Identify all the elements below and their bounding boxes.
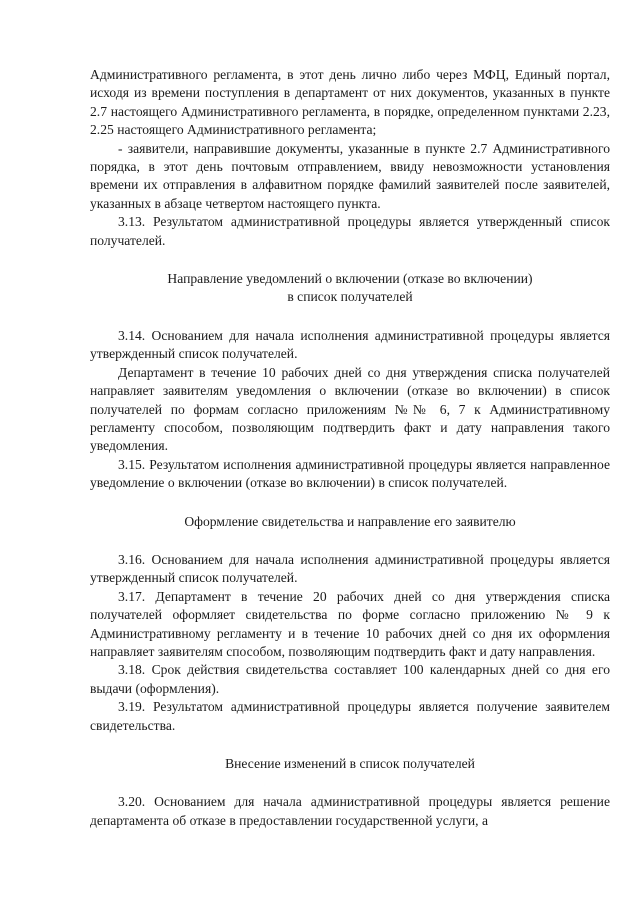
paragraph-3-13: 3.13. Результатом административной процедуры является утвержденный список получателей. xyxy=(90,214,610,248)
section-heading-notifications xyxy=(90,270,610,307)
section-heading-line: Направление уведомлений о включении (отказе во включении) xyxy=(167,271,533,287)
document-page xyxy=(90,66,610,830)
paragraph-3-15: 3.15. Результатом исполнения административной процедуры является направленное уведомление о включении (отказе во включении) в список получателей. xyxy=(90,456,610,491)
paragraph-continuation: Административного регламента, в этот день лично либо через МФЦ, Единый портал, исходя из времени поступления в департамент от них документов, указанных в пункте 2.7 настоящего Административного регламента, в порядке, определенном пунктами 2.23, 2.25 настоящего Административного регламента; xyxy=(90,67,610,138)
paragraph-3-18: 3.18. Срок действия свидетельства составляет 100 календарных дней со дня его выдачи (оформления). xyxy=(90,662,610,696)
paragraph-3-17: 3.17. Департамент в течение 20 рабочих дней со дня утверждения списка получателей оформляет свидетельства по форме согласно приложению № 9 к Административному регламенту и в течение 10 рабочих дней со дня их оформления направляет заявителям способом, позволяющим подтвердить факт и дату направления. xyxy=(90,588,610,659)
paragraph-3-19: 3.19. Результатом административной процедуры является получение заявителем свидетельства. xyxy=(90,699,610,733)
paragraph-3-20: 3.20. Основанием для начала административной процедуры является решение департамента об отказе в предоставлении государственной услуги, а xyxy=(90,794,610,828)
section-heading-line: в список получателей xyxy=(287,289,413,305)
paragraph-3-14: 3.14. Основанием для начала исполнения административной процедуры является утвержденный список получателей. xyxy=(90,327,610,362)
section-heading-changes: Внесение изменений в список получателей xyxy=(225,756,475,771)
paragraph-3-14-department: Департамент в течение 10 рабочих дней со дня утверждения списка получателей направляет заявителям уведомления о включении (отказе во включении) в список получателей по формам согласно приложениям №№ 6, 7 к Административному регламенту способом, позволяющим подтвердить факт и дату направления такого уведомления. xyxy=(90,364,610,454)
paragraph-3-16: 3.16. Основанием для начала исполнения административной процедуры является утвержденный список получателей. xyxy=(90,551,610,586)
paragraph-list-item-mail-applicants: - заявители, направившие документы, указанные в пункте 2.7 Административного порядка, в этот день почтовым отправлением, ввиду невозможности установления времени их отправления в алфавитном порядке фамилий заявителей после заявителей, указанных в абзаце четвертом настоящего пункта. xyxy=(90,140,610,211)
section-heading-certificate: Оформление свидетельства и направление его заявителю xyxy=(184,513,516,529)
